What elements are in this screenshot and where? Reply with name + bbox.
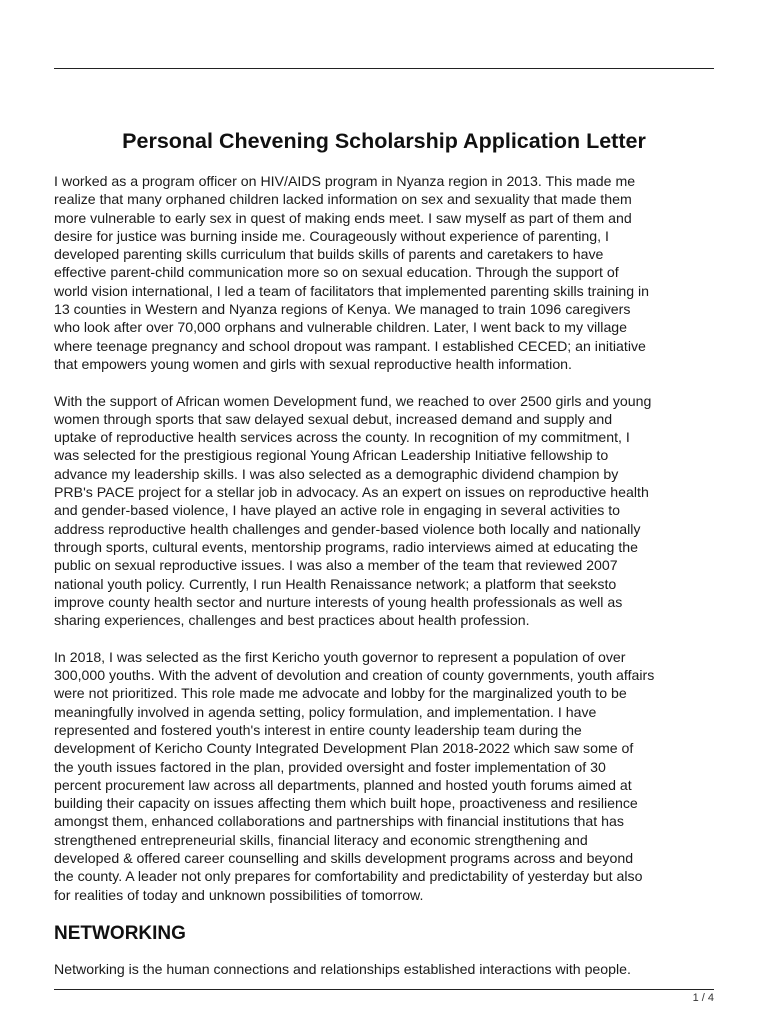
text-line: development of Kericho County Integrated Development Plan 2018-2022 which saw some of [54, 740, 634, 757]
document-title: Personal Chevening Scholarship Application Letter [122, 129, 646, 153]
text-line: realize that many orphaned children lacked information on sex and sexuality that made them [54, 191, 632, 208]
text-line: public on sexual reproductive issues. I was also a member of the team that reviewed 2007 [54, 557, 618, 574]
section-paragraph [54, 960, 718, 978]
text-line: strengthened entrepreneurial skills, financial literacy and economic strengthening and [54, 831, 588, 848]
text-line: developed & offered career counselling and skills development programs across and beyond [54, 849, 634, 866]
text-line: the youth issues factored in the plan, provided oversight and foster implementation of 30 [54, 758, 606, 775]
text-line: I worked as a program officer on HIV/AIDS program in Nyanza region in 2013. This made me [54, 173, 636, 189]
text-line: meaningfully involved in agenda setting, policy formulation, and implementation. I have [54, 703, 597, 720]
text-line: advance my leadership skills. I was also selected as a demographic dividend champion by [54, 465, 619, 482]
text-line: for realities of today and unknown possibilities of tomorrow. [54, 886, 424, 903]
text-line: that empowers young women and girls with sexual reproductive health information. [54, 355, 572, 372]
text-line: where teenage pregnancy and school dropout was rampant. I established CECED; an initiative [54, 337, 646, 354]
text-line: the county. A leader not only prepares for comfortability and predictability of yesterday but also [54, 868, 643, 885]
text-line: effective parent-child communication more so on sexual education. Through the support of [54, 264, 619, 281]
text-line: who look after over 70,000 orphans and vulnerable children. Later, I went back to my village [54, 319, 628, 336]
page-indicator: 1 / 4 [692, 992, 714, 1004]
text-line: address reproductive health challenges and gender-based violence both locally and nationally [54, 520, 641, 537]
text-line: percent procurement law across all departments, planned and hosted youth forums aimed at [54, 776, 632, 793]
text-line: 300,000 youths. With the advent of devolution and creation of county governments, youth affairs [54, 667, 655, 684]
text-line: improve county health sector and nurture interests of young health professionals as well as [54, 593, 623, 610]
text-line: more vulnerable to early sex in quest of making ends meet. I saw myself as part of them and [54, 209, 632, 226]
text-line: With the support of African women Development fund, we reached to over 2500 girls and young [54, 392, 652, 409]
text-line: In 2018, I was selected as the first Kericho youth governor to represent a population of over [54, 648, 626, 665]
text-line: national youth policy. Currently, I run Health Renaissance network; a platform that seeksto [54, 575, 617, 592]
paragraph-3 [54, 648, 718, 904]
text-line: world vision international, I led a team of facilitators that implemented parenting skills training in [54, 282, 649, 299]
footer-rule [54, 989, 714, 990]
section-heading: NETWORKING [54, 923, 186, 945]
text-line: through sports, cultural events, mentorship programs, radio interviews aimed at educating the [54, 538, 638, 555]
text-line: PRB's PACE project for a stellar job in advocacy. As an expert on issues on reproductive health [54, 484, 649, 501]
text-line: 13 counties in Western and Nyanza regions of Kenya. We managed to train 1096 caregivers [54, 301, 631, 318]
text-line: represented and fostered youth's interest in entire county leadership team during the [54, 721, 582, 738]
text-line: was selected for the prestigious regional Young African Leadership Initiative fellowship to [54, 447, 609, 464]
document-body [54, 172, 718, 997]
text-line: women through sports that saw delayed sexual debut, increased demand and supply and [54, 410, 613, 427]
text-line: were not prioritized. This role made me advocate and lobby for the marginalized youth to be [54, 685, 627, 702]
text-line: developed parenting skills curriculum that builds skills of parents and caretakers to have [54, 246, 604, 263]
paragraph-1 [54, 172, 718, 373]
text-line: uptake of reproductive health services across the county. In recognition of my commitment, I [54, 429, 630, 446]
text-line: amongst them, enhanced collaborations and partnerships with financial institutions that has [54, 813, 624, 830]
header-rule [54, 68, 714, 69]
paragraph-2 [54, 392, 718, 630]
text-line: Networking is the human connections and relationships established interactions with people. [54, 961, 631, 978]
text-line: sharing experiences, challenges and best practices about health profession. [54, 612, 530, 629]
text-line: and gender-based violence, I have played an active role in engaging in several activities to [54, 502, 620, 519]
text-line: desire for justice was burning inside me. Courageously without experience of parenting, I [54, 227, 609, 244]
text-line: building their capacity on issues affecting them which built hope, proactiveness and resilience [54, 795, 638, 812]
